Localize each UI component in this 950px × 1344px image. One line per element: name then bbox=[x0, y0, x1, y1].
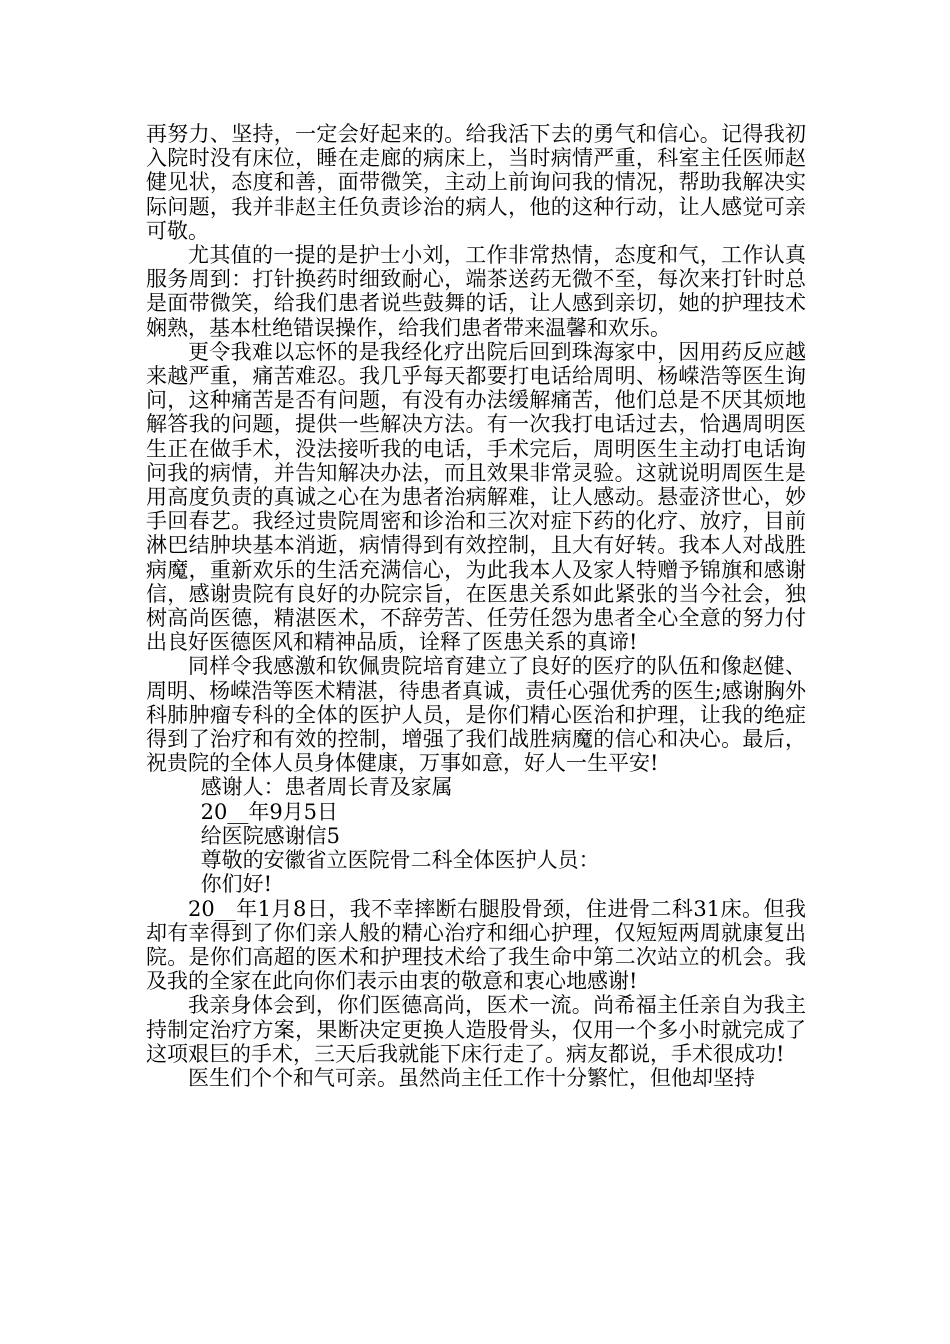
signature-line: 感谢人：患者周长青及家属 bbox=[200, 775, 453, 800]
paragraph-5: 20__年1月8日，我不幸摔断右腿股骨颈，住进骨二科31床。但我却有幸得到了你们亲人般的精心治疗和细心护理，仅短短两周就康复出院。是你们高超的医术和护理技术给了我生命中第二次站立的机会。我及我的全家在此向你们表示由衷的敬意和衷心地感谢! bbox=[146, 896, 806, 994]
document-page bbox=[146, 122, 806, 1090]
letter-title: 给医院感谢信5 bbox=[200, 823, 340, 848]
paragraph-3: 更令我难以忘怀的是我经化疗出院后回到珠海家中，因用药反应越来越严重，痛苦难忍。我几乎每天都要打电话给周明、杨嵘浩等医生询问，这种痛苦是否有问题，有没有办法缓解痛苦，他们总是不厌其烦地解答我的问题，提供一些解决方法。有一次我打电话过去，恰遇周明医生正在做手术，没法接听我的电话，手术完后，周明医生主动打电话询问我的病情，并告知解决办法，而且效果非常灵验。这就说明周医生是用高度负责的真诚之心在为患者治病解难，让人感动。悬壶济世心，妙手回春艺。我经过贵院周密和诊治和三次对症下药的化疗、放疗，目前淋巴结肿块基本消逝，病情得到有效控制，且大有好转。我本人对战胜病魔，重新欢乐的生活充满信心，为此我本人及家人特赠予锦旗和感谢信，感谢贵院有良好的办院宗旨，在医患关系如此紧张的当今社会，独树高尚医德，精湛医术，不辞劳苦、任劳任怨为患者全心全意的努力付出良好医德医风和精神品质，诠释了医患关系的真谛! bbox=[146, 339, 806, 655]
paragraph-2: 尤其值的一提的是护士小刘，工作非常热情，态度和气，工作认真服务周到：打针换药时细致耐心，端茶送药无微不至，每次来打针时总是面带微笑，给我们患者说些鼓舞的话，让人感到亲切，她的护理技术娴熟，基本杜绝错误操作，给我们患者带来温馨和欢乐。 bbox=[146, 243, 806, 340]
greeting-line: 你们好! bbox=[200, 872, 273, 897]
salutation-line: 尊敬的安徽省立医院骨二科全体医护人员： bbox=[200, 848, 600, 873]
date-line: 20__年9月5日 bbox=[200, 799, 339, 824]
paragraph-6: 我亲身体会到，你们医德高尚，医术一流。尚希福主任亲自为我主持制定治疗方案，果断决定更换人造股骨头，仅用一个多小时就完成了这项艰巨的手术，三天后我就能下床行走了。病友都说，手术很成功! bbox=[146, 993, 806, 1066]
paragraph-7: 医生们个个和气可亲。虽然尚主任工作十分繁忙，但他却坚持 bbox=[188, 1065, 755, 1090]
paragraph-1: 再努力、坚持，一定会好起来的。给我活下去的勇气和信心。记得我初入院时没有床位，睡在走廊的病床上，当时病情严重，科室主任医师赵健见状，态度和善，面带微笑，主动上前询问我的情况，帮助我解决实际问题，我并非赵主任负责诊治的病人，他的这种行动，让人感觉可亲可敬。 bbox=[146, 122, 806, 243]
paragraph-4: 同样令我感激和钦佩贵院培育建立了良好的医疗的队伍和像赵健、周明、杨嵘浩等医术精湛，待患者真诚，责任心强优秀的医生;感谢胸外科肺肿瘤专科的全体的医护人员，是你们精心医治和护理，让我的绝症得到了治疗和有效的控制，增强了我们战胜病魔的信心和决心。最后，祝贵院的全体人员身体健康，万事如意，好人一生平安! bbox=[146, 654, 806, 776]
